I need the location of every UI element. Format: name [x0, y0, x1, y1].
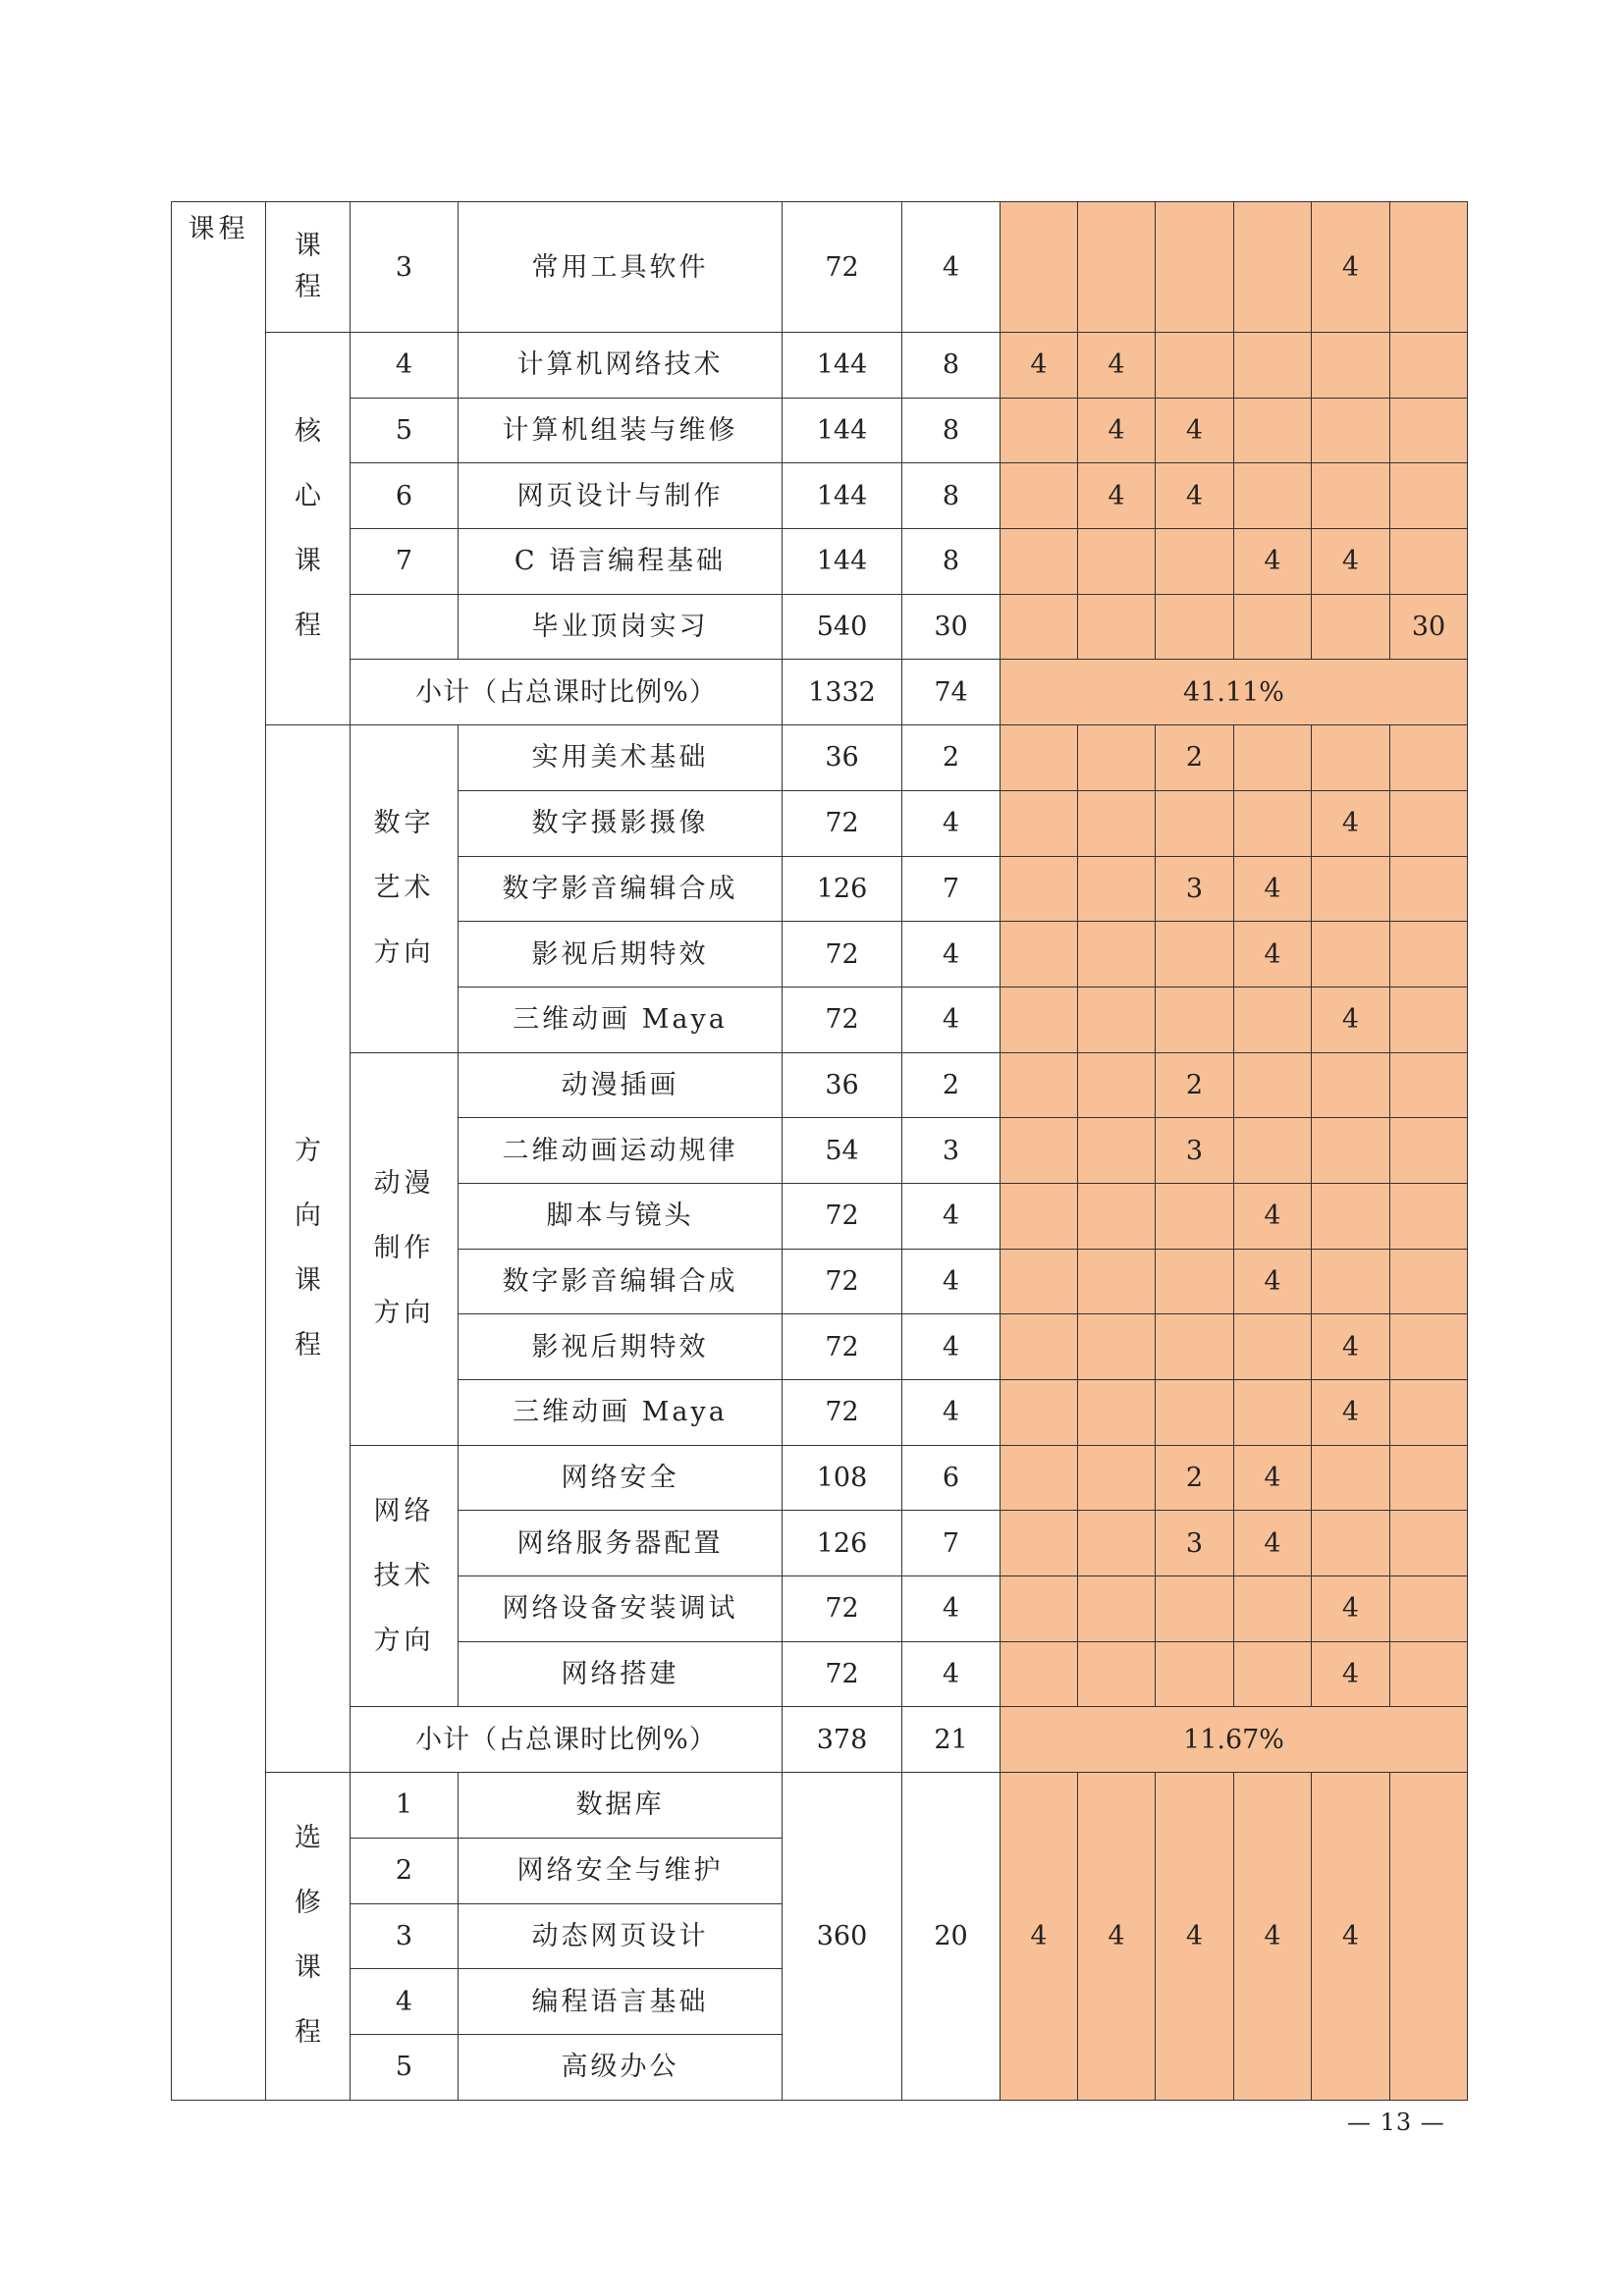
course-name: 动漫插画 [459, 1052, 783, 1118]
week-cell [1001, 1380, 1078, 1446]
week-cell: 4 [1001, 1773, 1078, 2100]
week-cell [1390, 333, 1468, 399]
group-label-elective [266, 1773, 351, 2100]
week-cell [1234, 1576, 1312, 1642]
week-cell [1390, 856, 1468, 922]
week-cell [1312, 463, 1390, 529]
label-char: 方 [295, 1136, 321, 1167]
week-cell [1390, 790, 1468, 856]
week-cell [1156, 1183, 1234, 1249]
course-name: 二维动画运动规律 [459, 1118, 783, 1184]
course-name: C 语言编程基础 [459, 529, 783, 595]
week-cell [1312, 1183, 1390, 1249]
course-credits: 4 [902, 790, 1001, 856]
week-cell [1156, 1380, 1234, 1446]
week-cell [1078, 1641, 1156, 1707]
course-hours: 72 [783, 1641, 902, 1707]
label-char: 程 [295, 272, 321, 302]
week-cell: 4 [1234, 1773, 1312, 2100]
course-credits: 30 [902, 594, 1001, 660]
week-cell [1001, 1183, 1078, 1249]
week-cell [1001, 922, 1078, 988]
week-cell [1156, 529, 1234, 595]
course-credits: 7 [902, 856, 1001, 922]
course-hours: 126 [783, 1511, 902, 1576]
week-cell: 4 [1312, 1641, 1390, 1707]
week-cell: 4 [1312, 529, 1390, 595]
week-cell: 4 [1234, 529, 1312, 595]
course-name: 网络安全与维护 [459, 1838, 783, 1903]
week-cell [1312, 1118, 1390, 1184]
week-cell [1312, 922, 1390, 988]
week-cell: 4 [1001, 333, 1078, 399]
subtotal-hours: 378 [783, 1707, 902, 1773]
table-row [172, 725, 1468, 791]
week-cell [1156, 790, 1234, 856]
label-char: 数字 [373, 808, 435, 839]
week-cell: 3 [1156, 1511, 1234, 1576]
week-cell [1156, 1249, 1234, 1314]
week-cell [1390, 1183, 1468, 1249]
week-cell [1001, 1511, 1078, 1576]
course-no: 7 [351, 529, 459, 595]
week-cell [1001, 1249, 1078, 1314]
week-cell [1156, 1641, 1234, 1707]
week-cell [1001, 529, 1078, 595]
course-hours: 72 [783, 1576, 902, 1642]
week-cell [1078, 1052, 1156, 1118]
subgroup-label-digital-art [351, 725, 459, 1052]
subgroup-label-animation [351, 1052, 459, 1445]
week-cell [1234, 1380, 1312, 1446]
course-no: 3 [351, 202, 459, 333]
week-cell [1078, 1380, 1156, 1446]
week-cell [1390, 1511, 1468, 1576]
label-char: 网络 [373, 1495, 435, 1526]
course-hours: 144 [783, 398, 902, 463]
week-cell: 4 [1078, 398, 1156, 463]
course-hours: 36 [783, 725, 902, 791]
course-hours: 72 [783, 1314, 902, 1380]
week-cell: 4 [1156, 1773, 1234, 2100]
week-cell [1312, 1249, 1390, 1314]
week-cell [1234, 725, 1312, 791]
week-cell [1078, 987, 1156, 1052]
week-cell: 4 [1234, 1249, 1312, 1314]
course-hours: 144 [783, 333, 902, 399]
week-cell [1078, 725, 1156, 791]
course-name: 网页设计与制作 [459, 463, 783, 529]
week-cell [1156, 202, 1234, 333]
label-char: 动漫 [373, 1168, 435, 1200]
week-cell [1312, 333, 1390, 399]
course-hours: 72 [783, 1183, 902, 1249]
course-name: 计算机网络技术 [459, 333, 783, 399]
week-cell: 4 [1156, 463, 1234, 529]
week-cell [1390, 1118, 1468, 1184]
course-no: 5 [351, 398, 459, 463]
table-row [172, 463, 1468, 529]
course-no: 6 [351, 463, 459, 529]
course-name: 数字影音编辑合成 [459, 856, 783, 922]
label-char: 技术 [373, 1560, 435, 1591]
label-char: 程 [295, 2017, 321, 2049]
subgroup-label-network [351, 1445, 459, 1707]
week-cell: 3 [1156, 1118, 1234, 1184]
week-cell [1390, 987, 1468, 1052]
week-cell [1078, 529, 1156, 595]
week-cell: 4 [1156, 398, 1234, 463]
course-credits: 8 [902, 529, 1001, 595]
week-cell [1078, 1118, 1156, 1184]
table-row [172, 1773, 1468, 1839]
week-cell: 4 [1312, 1576, 1390, 1642]
course-credits: 4 [902, 922, 1001, 988]
subtotal-hours: 1332 [783, 660, 902, 725]
course-name: 网络搭建 [459, 1641, 783, 1707]
label-char: 艺术 [373, 873, 435, 904]
week-cell [1001, 463, 1078, 529]
week-cell [1234, 1118, 1312, 1184]
course-name: 高级办公 [459, 2034, 783, 2100]
week-cell [1156, 1314, 1234, 1380]
label-char: 方向 [373, 1298, 435, 1329]
course-plan-table [171, 201, 1468, 2101]
week-cell [1390, 398, 1468, 463]
course-name: 影视后期特效 [459, 1314, 783, 1380]
week-cell [1390, 1314, 1468, 1380]
week-cell [1001, 725, 1078, 791]
course-credits: 4 [902, 1576, 1001, 1642]
week-cell [1390, 1576, 1468, 1642]
week-cell [1001, 987, 1078, 1052]
course-name: 常用工具软件 [459, 202, 783, 333]
course-hours: 144 [783, 463, 902, 529]
course-credits: 4 [902, 1314, 1001, 1380]
week-cell [1390, 1249, 1468, 1314]
week-cell [1390, 1641, 1468, 1707]
week-cell [1312, 725, 1390, 791]
week-cell: 4 [1234, 1183, 1312, 1249]
week-cell [1390, 1052, 1468, 1118]
course-credits: 3 [902, 1118, 1001, 1184]
course-no: 3 [351, 1903, 459, 1969]
week-cell [1390, 529, 1468, 595]
week-cell [1312, 856, 1390, 922]
week-cell: 4 [1234, 1445, 1312, 1511]
course-credits: 4 [902, 987, 1001, 1052]
course-credits: 6 [902, 1445, 1001, 1511]
course-name: 影视后期特效 [459, 922, 783, 988]
week-cell [1001, 202, 1078, 333]
course-name: 毕业顶岗实习 [459, 594, 783, 660]
week-cell [1234, 463, 1312, 529]
week-cell [1078, 1576, 1156, 1642]
table-row [172, 202, 1468, 333]
table-row [172, 529, 1468, 595]
course-credits: 8 [902, 333, 1001, 399]
label-char: 程 [295, 1330, 321, 1362]
course-no [351, 594, 459, 660]
week-cell [1001, 1314, 1078, 1380]
course-name: 实用美术基础 [459, 725, 783, 791]
course-name: 数据库 [459, 1773, 783, 1839]
week-cell: 4 [1234, 922, 1312, 988]
week-cell [1390, 463, 1468, 529]
course-name: 三维动画 Maya [459, 987, 783, 1052]
course-plan-sheet [171, 201, 1468, 2101]
week-cell [1001, 398, 1078, 463]
label-char: 修 [295, 1888, 321, 1919]
week-cell [1156, 922, 1234, 988]
table-row [172, 660, 1468, 725]
week-cell [1234, 398, 1312, 463]
subtotal-credits: 21 [902, 1707, 1001, 1773]
label-char: 选 [295, 1823, 321, 1854]
week-cell: 4 [1078, 1773, 1156, 2100]
table-row [172, 1445, 1468, 1511]
course-name: 动态网页设计 [459, 1903, 783, 1969]
group-label-direction [266, 725, 351, 1773]
course-hours: 72 [783, 202, 902, 333]
course-credits: 4 [902, 202, 1001, 333]
elective-hours: 360 [783, 1773, 902, 2100]
course-credits: 2 [902, 725, 1001, 791]
week-cell: 30 [1390, 594, 1468, 660]
week-cell: 4 [1312, 202, 1390, 333]
week-cell [1001, 1445, 1078, 1511]
week-cell [1078, 1249, 1156, 1314]
label-char: 课 [295, 231, 321, 261]
week-cell [1001, 1118, 1078, 1184]
week-cell: 4 [1078, 463, 1156, 529]
week-cell: 4 [1312, 1380, 1390, 1446]
course-no: 4 [351, 1969, 459, 2035]
week-cell [1390, 202, 1468, 333]
week-cell [1078, 1511, 1156, 1576]
week-cell [1234, 790, 1312, 856]
week-cell: 4 [1234, 856, 1312, 922]
course-hours: 540 [783, 594, 902, 660]
week-cell: 2 [1156, 1445, 1234, 1511]
course-name: 网络安全 [459, 1445, 783, 1511]
week-cell [1312, 594, 1390, 660]
week-cell [1078, 856, 1156, 922]
group-label-top [266, 202, 351, 333]
week-cell [1078, 594, 1156, 660]
group-label-core [266, 333, 351, 725]
week-cell [1312, 398, 1390, 463]
course-credits: 7 [902, 1511, 1001, 1576]
table-row [172, 398, 1468, 463]
week-cell [1234, 1052, 1312, 1118]
week-cell: 2 [1156, 1052, 1234, 1118]
week-cell [1001, 1052, 1078, 1118]
subtotal-label: 小计（占总课时比例%） [351, 1707, 783, 1773]
table-row [172, 1707, 1468, 1773]
week-cell [1390, 725, 1468, 791]
course-name: 计算机组装与维修 [459, 398, 783, 463]
category-text: 课程 [188, 214, 249, 244]
course-no: 2 [351, 1838, 459, 1903]
week-cell: 4 [1078, 333, 1156, 399]
course-name: 脚本与镜头 [459, 1183, 783, 1249]
course-credits: 4 [902, 1641, 1001, 1707]
label-char: 心 [295, 480, 321, 511]
label-char: 方向 [373, 937, 435, 969]
subtotal-ratio: 41.11% [1001, 660, 1468, 725]
week-cell: 2 [1156, 725, 1234, 791]
week-cell [1234, 1314, 1312, 1380]
week-cell [1390, 1445, 1468, 1511]
week-cell: 4 [1312, 790, 1390, 856]
course-name: 数字影音编辑合成 [459, 1249, 783, 1314]
label-char: 课 [295, 1265, 321, 1297]
week-cell [1078, 790, 1156, 856]
week-cell: 3 [1156, 856, 1234, 922]
course-name: 三维动画 Maya [459, 1380, 783, 1446]
label-char: 核 [295, 415, 321, 447]
week-cell [1390, 1380, 1468, 1446]
week-cell [1234, 202, 1312, 333]
week-cell [1001, 790, 1078, 856]
week-cell [1312, 1052, 1390, 1118]
week-cell [1234, 1641, 1312, 1707]
week-cell: 4 [1312, 1314, 1390, 1380]
label-char: 制作 [373, 1233, 435, 1264]
course-hours: 72 [783, 987, 902, 1052]
course-hours: 126 [783, 856, 902, 922]
subtotal-credits: 74 [902, 660, 1001, 725]
week-cell [1078, 1314, 1156, 1380]
table-row [172, 333, 1468, 399]
week-cell [1078, 1183, 1156, 1249]
week-cell [1234, 594, 1312, 660]
subtotal-ratio: 11.67% [1001, 1707, 1468, 1773]
course-hours: 72 [783, 1249, 902, 1314]
course-credits: 2 [902, 1052, 1001, 1118]
week-cell [1078, 922, 1156, 988]
category-label [172, 202, 266, 2101]
week-cell [1156, 1576, 1234, 1642]
week-cell [1390, 922, 1468, 988]
elective-credits: 20 [902, 1773, 1001, 2100]
course-hours: 72 [783, 790, 902, 856]
subtotal-label: 小计（占总课时比例%） [351, 660, 783, 725]
label-char: 程 [295, 610, 321, 641]
week-cell [1156, 594, 1234, 660]
label-char: 课 [295, 545, 321, 576]
week-cell: 4 [1312, 987, 1390, 1052]
week-cell [1078, 202, 1156, 333]
course-hours: 54 [783, 1118, 902, 1184]
course-name: 网络服务器配置 [459, 1511, 783, 1576]
course-credits: 4 [902, 1249, 1001, 1314]
week-cell: 4 [1234, 1511, 1312, 1576]
course-credits: 8 [902, 463, 1001, 529]
label-char: 方向 [373, 1625, 435, 1656]
week-cell [1156, 987, 1234, 1052]
course-name: 网络设备安装调试 [459, 1576, 783, 1642]
week-cell [1001, 856, 1078, 922]
week-cell [1312, 1445, 1390, 1511]
table-row [172, 594, 1468, 660]
course-credits: 4 [902, 1380, 1001, 1446]
label-char: 课 [295, 1952, 321, 1984]
course-hours: 72 [783, 1380, 902, 1446]
week-cell [1234, 333, 1312, 399]
course-name: 编程语言基础 [459, 1969, 783, 2035]
course-hours: 108 [783, 1445, 902, 1511]
course-credits: 4 [902, 1183, 1001, 1249]
week-cell [1001, 1641, 1078, 1707]
label-char: 向 [295, 1201, 321, 1232]
course-no: 1 [351, 1773, 459, 1839]
week-cell [1001, 1576, 1078, 1642]
course-no: 5 [351, 2034, 459, 2100]
week-cell: 4 [1312, 1773, 1390, 2100]
course-hours: 72 [783, 922, 902, 988]
table-row [172, 1052, 1468, 1118]
week-cell [1078, 1445, 1156, 1511]
week-cell [1234, 987, 1312, 1052]
course-name: 数字摄影摄像 [459, 790, 783, 856]
course-no: 4 [351, 333, 459, 399]
page-number: — 13 — [1347, 2109, 1445, 2136]
course-hours: 144 [783, 529, 902, 595]
week-cell [1390, 1773, 1468, 2100]
week-cell [1001, 594, 1078, 660]
course-hours: 36 [783, 1052, 902, 1118]
week-cell [1156, 333, 1234, 399]
course-credits: 8 [902, 398, 1001, 463]
week-cell [1312, 1511, 1390, 1576]
